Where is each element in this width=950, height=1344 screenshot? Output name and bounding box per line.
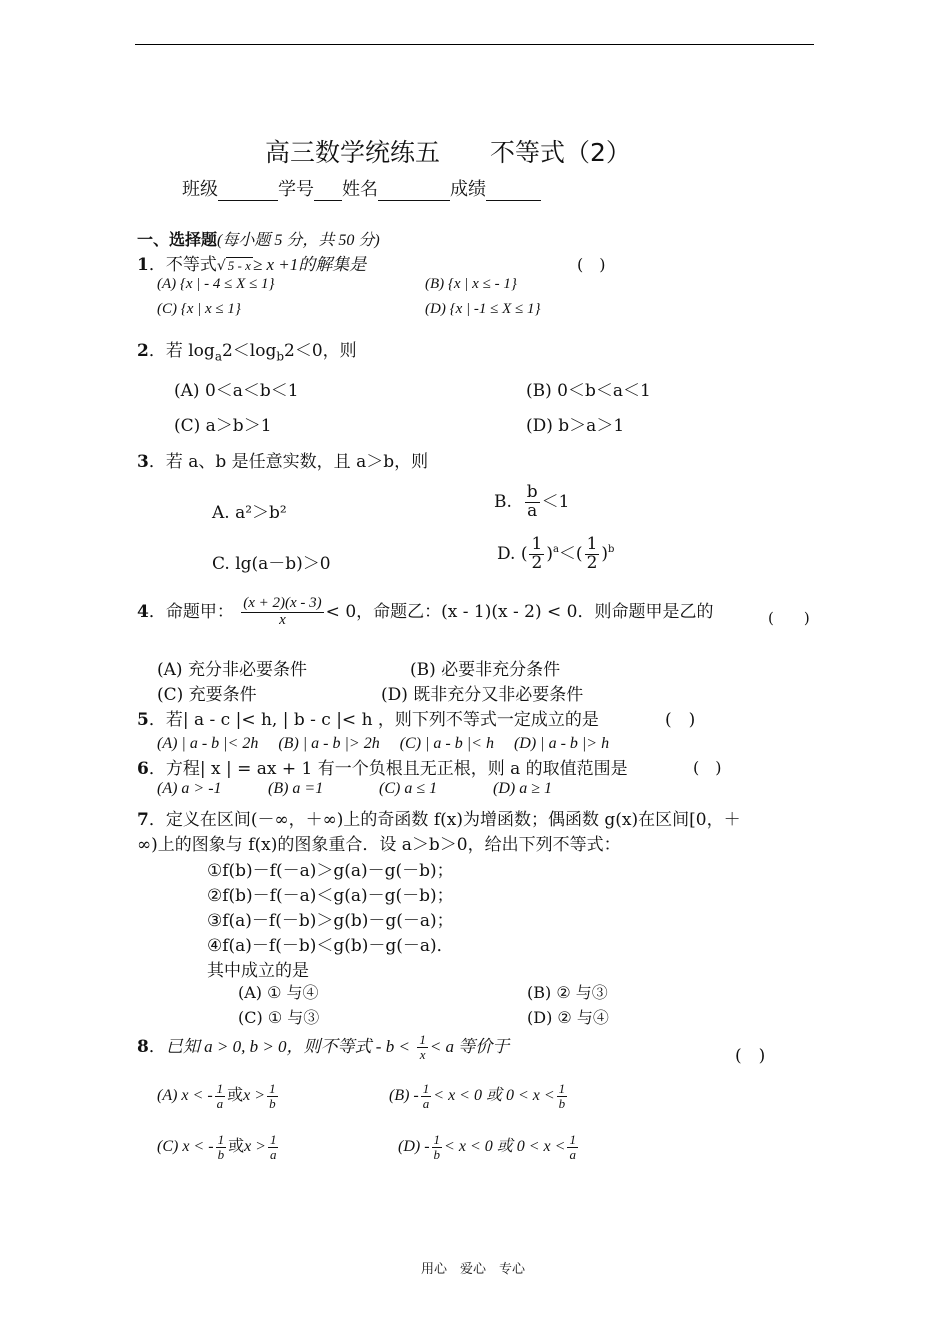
q6-option-c: (C) a ≤ 1 bbox=[379, 780, 438, 797]
name-blank bbox=[378, 179, 450, 201]
q6-option-a: (A) a > -1 bbox=[157, 780, 222, 797]
q8-c-frac1-num: 1 bbox=[217, 1132, 225, 1148]
q4-paren: ( ) bbox=[768, 609, 810, 627]
q3-b-label: B. bbox=[494, 491, 512, 512]
page-title: 高三数学统练五 不等式（2） bbox=[265, 138, 631, 167]
q2-number: 2 bbox=[137, 341, 149, 361]
q1-stem-b: ≥ x +1的解集是 bbox=[252, 255, 367, 274]
q8-a-pre: (A) x < - bbox=[157, 1087, 213, 1104]
q8-a-frac1-den: a bbox=[216, 1095, 224, 1111]
q8-c-gt: x > bbox=[244, 1138, 266, 1155]
q8-b-frac2-num: 1 bbox=[558, 1081, 566, 1097]
q3-b-tail: ＜1 bbox=[541, 491, 570, 512]
student-info bbox=[182, 175, 541, 201]
q4-stem-b: < 0，命题乙：(x - 1)(x - 2) < 0．则命题甲是乙的 bbox=[325, 601, 714, 622]
q1-stem-a: 不等式 bbox=[165, 255, 217, 275]
q8-d-frac2-num: 1 bbox=[569, 1132, 576, 1148]
q8-frac-den: x bbox=[419, 1047, 426, 1062]
q8-b-pre: (B) - bbox=[389, 1087, 419, 1104]
q8-b-frac1-num: 1 bbox=[422, 1081, 430, 1097]
q8-c-or: 或 bbox=[228, 1138, 245, 1155]
q2-sub-a: a bbox=[214, 349, 222, 364]
q7-item-1: ①f(b)－f(－a)＞g(a)－g(－b)； bbox=[207, 861, 454, 881]
q8-d-frac1-num: 1 bbox=[433, 1132, 441, 1148]
q2-mid: 2＜log bbox=[221, 341, 277, 361]
score-blank bbox=[486, 179, 541, 201]
q8-c-frac1-den: b bbox=[217, 1146, 225, 1162]
question-2: 2．若 $\log_a2<\log_b2<0$，则 bbox=[137, 341, 357, 364]
class-label: 班级 bbox=[182, 179, 218, 200]
q3-b-fraction bbox=[525, 484, 540, 521]
q8-option-a bbox=[157, 1082, 280, 1110]
q4-number: 4 bbox=[137, 601, 149, 622]
question-8: 8．已知 a > 0, b > 0，则不等式 - b < $\frac{1}{x}$ < a 等价于 bbox=[137, 1032, 510, 1062]
q2-option-c: (C) a＞b＞1 bbox=[174, 416, 272, 436]
q7-stem-2: ∞)上的图象与 f(x)的图象重合．设 a＞b＞0，给出下列不等式： bbox=[137, 835, 621, 855]
q8-a-frac1-num: 1 bbox=[216, 1081, 224, 1097]
q3-d-frac-1: $\frac{1}{2}$ bbox=[531, 534, 543, 573]
question-6: 6．方程| x | = ax + 1 有一个负根且无正根，则 a 的取值范围是 bbox=[137, 759, 628, 779]
q8-a-frac2-num: 1 bbox=[269, 1081, 276, 1097]
q2-option-d: (D) b＞a＞1 bbox=[526, 416, 625, 436]
q8-paren: ( ) bbox=[735, 1046, 766, 1066]
q5-number: 5 bbox=[137, 710, 149, 730]
q4-stem-a: 命题甲： bbox=[165, 601, 234, 622]
q4-option-c: (C) 充要条件 bbox=[157, 685, 257, 705]
question-5: 5．若| a - c |< h, | b - c |< h ，则下列不等式一定成立的是 bbox=[137, 710, 599, 730]
q1-number: 1 bbox=[137, 255, 149, 275]
q1-paren: ( ) bbox=[577, 255, 606, 274]
q5-options: (A) | a - b |< 2h (B) | a - b |> 2h (C) | a - b |< h (D) | a - b |> h bbox=[157, 735, 610, 752]
q6-option-b: (B) a =1 bbox=[268, 780, 324, 797]
q7-lead: 其中成立的是 bbox=[207, 961, 309, 981]
q2-stem: 若 log bbox=[165, 341, 215, 361]
page-footer: 用心 爱心 专心 bbox=[421, 1262, 526, 1277]
q8-c-frac2-num: 1 bbox=[269, 1132, 277, 1148]
q7-stem-1: 定义在区间(－∞，＋∞)上的奇函数 f(x)为增函数；偶函数 g(x)在区间[0，＋ bbox=[165, 810, 741, 830]
q4-option-a: (A) 充分非必要条件 bbox=[157, 660, 307, 680]
question-3: 3．若 a、b 是任意实数，且 a＞b，则 bbox=[137, 452, 429, 472]
question-1: 1．不等式√ 5 - x ≥ x +1的解集是 bbox=[137, 255, 367, 275]
q1-sqrt: 5 - x bbox=[227, 258, 251, 273]
q3-option-b bbox=[494, 484, 569, 521]
q8-a-or: 或 bbox=[227, 1087, 244, 1104]
q8-d-frac2-den: a bbox=[569, 1146, 576, 1162]
q1-option-b: (B) {x | x ≤ - 1} bbox=[425, 276, 517, 292]
q7-number: 7 bbox=[137, 810, 149, 830]
q7-option-c: (C) ① 与③ bbox=[238, 1008, 320, 1027]
section-heading bbox=[137, 227, 380, 250]
q6-stem: 方程| x | = ax + 1 有一个负根且无正根，则 a 的取值范围是 bbox=[165, 759, 628, 779]
q2-sub-b: b bbox=[276, 349, 285, 364]
q3-d-frac-2: $\frac{1}{2}$ bbox=[586, 534, 598, 573]
q8-b-mid: < x < 0 或 0 < x < bbox=[433, 1087, 555, 1104]
q6-paren: ( ) bbox=[693, 758, 722, 777]
q3-d-label: D. bbox=[497, 543, 516, 564]
q8-b-frac2-den: b bbox=[558, 1095, 566, 1111]
q4-option-b: (B) 必要非充分条件 bbox=[410, 660, 561, 680]
q5-paren: ( ) bbox=[665, 710, 696, 730]
q8-d-mid: < x < 0 或 0 < x < bbox=[444, 1138, 566, 1155]
q7-option-b: (B) ② 与③ bbox=[527, 983, 608, 1002]
q6-number: 6 bbox=[137, 759, 149, 779]
q3-b-num: b bbox=[526, 482, 538, 502]
q3-option-d: D. ( $\frac{1}{2}$ )$^a$＜( $\frac{1}{2}$ )$^b$ bbox=[497, 534, 615, 573]
q8-b-frac1-den: a bbox=[422, 1095, 430, 1111]
q2-option-a: (A) 0＜a＜b＜1 bbox=[174, 381, 299, 401]
q5-stem: 若| a - c |< h, | b - c |< h ，则下列不等式一定成立的是 bbox=[165, 710, 599, 730]
question-7: 7．定义在区间(－∞，＋∞)上的奇函数 f(x)为增函数；偶函数 g(x)在区间[0，＋ bbox=[137, 810, 741, 830]
q3-stem: 若 a、b 是任意实数，且 a＞b，则 bbox=[165, 452, 429, 472]
q8-stem-a: 已知 a > 0, b > 0，则不等式 - b < bbox=[165, 1037, 410, 1056]
q1-option-d: (D) {x | -1 ≤ X ≤ 1} bbox=[425, 301, 541, 317]
score-label: 成绩 bbox=[450, 179, 486, 200]
q7-option-a: (A) ① 与④ bbox=[238, 983, 319, 1002]
q8-c-pre: (C) x < - bbox=[157, 1138, 214, 1155]
q3-number: 3 bbox=[137, 452, 149, 472]
q3-b-den: a bbox=[527, 500, 538, 521]
name-label: 姓名 bbox=[342, 179, 378, 200]
q4-fraction bbox=[241, 596, 323, 629]
q8-fraction bbox=[417, 1033, 428, 1061]
q1-option-c: (C) {x | x ≤ 1} bbox=[157, 301, 241, 317]
q8-c-frac2-den: a bbox=[269, 1146, 277, 1162]
q3-option-a: A. a²＞b² bbox=[212, 503, 287, 523]
q3-option-c: C. lg(a－b)＞0 bbox=[212, 554, 331, 574]
q6-option-d: (D) a ≥ 1 bbox=[493, 780, 552, 797]
q8-option-c bbox=[157, 1133, 280, 1161]
q3-d-tail: ＜( bbox=[558, 543, 583, 564]
q2-option-b: (B) 0＜b＜a＜1 bbox=[526, 381, 651, 401]
q4-option-d: (D) 既非充分又非必要条件 bbox=[381, 685, 584, 705]
q8-d-frac1-den: b bbox=[433, 1146, 441, 1162]
q4-frac-num: (x + 2)(x - 3) bbox=[243, 595, 322, 611]
q8-number: 8 bbox=[137, 1037, 149, 1057]
q8-a-gt: x > bbox=[243, 1087, 266, 1104]
q8-d-pre: (D) - bbox=[398, 1138, 430, 1155]
question-4: 4．命题甲： $\frac{(x + 2)(x - 3)}{x}$ < 0，命题乙：(x - 1)(x - 2) < 0．则命题甲是乙的 bbox=[137, 595, 714, 628]
q8-a-frac2-den: b bbox=[269, 1095, 276, 1111]
id-label: 学号 bbox=[278, 179, 314, 200]
q1-option-a: (A) {x | - 4 ≤ X ≤ 1} bbox=[157, 276, 275, 292]
q2-end: 2＜0，则 bbox=[284, 341, 357, 361]
q8-stem-b: < a 等价于 bbox=[429, 1037, 510, 1056]
section-note: (每小题 5 分，共 50 分) bbox=[217, 232, 380, 249]
q4-frac-den: x bbox=[279, 611, 286, 628]
id-blank bbox=[314, 179, 342, 201]
class-blank bbox=[218, 179, 278, 201]
header-rule bbox=[135, 44, 814, 45]
q7-option-d: (D) ② 与④ bbox=[527, 1008, 609, 1027]
q8-frac-num: 1 bbox=[419, 1032, 426, 1048]
q7-item-2: ②f(b)－f(－a)＜g(a)－g(－b)； bbox=[207, 886, 454, 906]
q7-item-3: ③f(a)－f(－b)＞g(b)－g(－a)； bbox=[207, 911, 454, 931]
q8-option-b bbox=[389, 1082, 569, 1110]
section-title: 一、选择题 bbox=[137, 230, 218, 249]
q8-option-d bbox=[398, 1133, 580, 1161]
q7-item-4: ④f(a)－f(－b)＜g(b)－g(－a)． bbox=[207, 936, 454, 956]
